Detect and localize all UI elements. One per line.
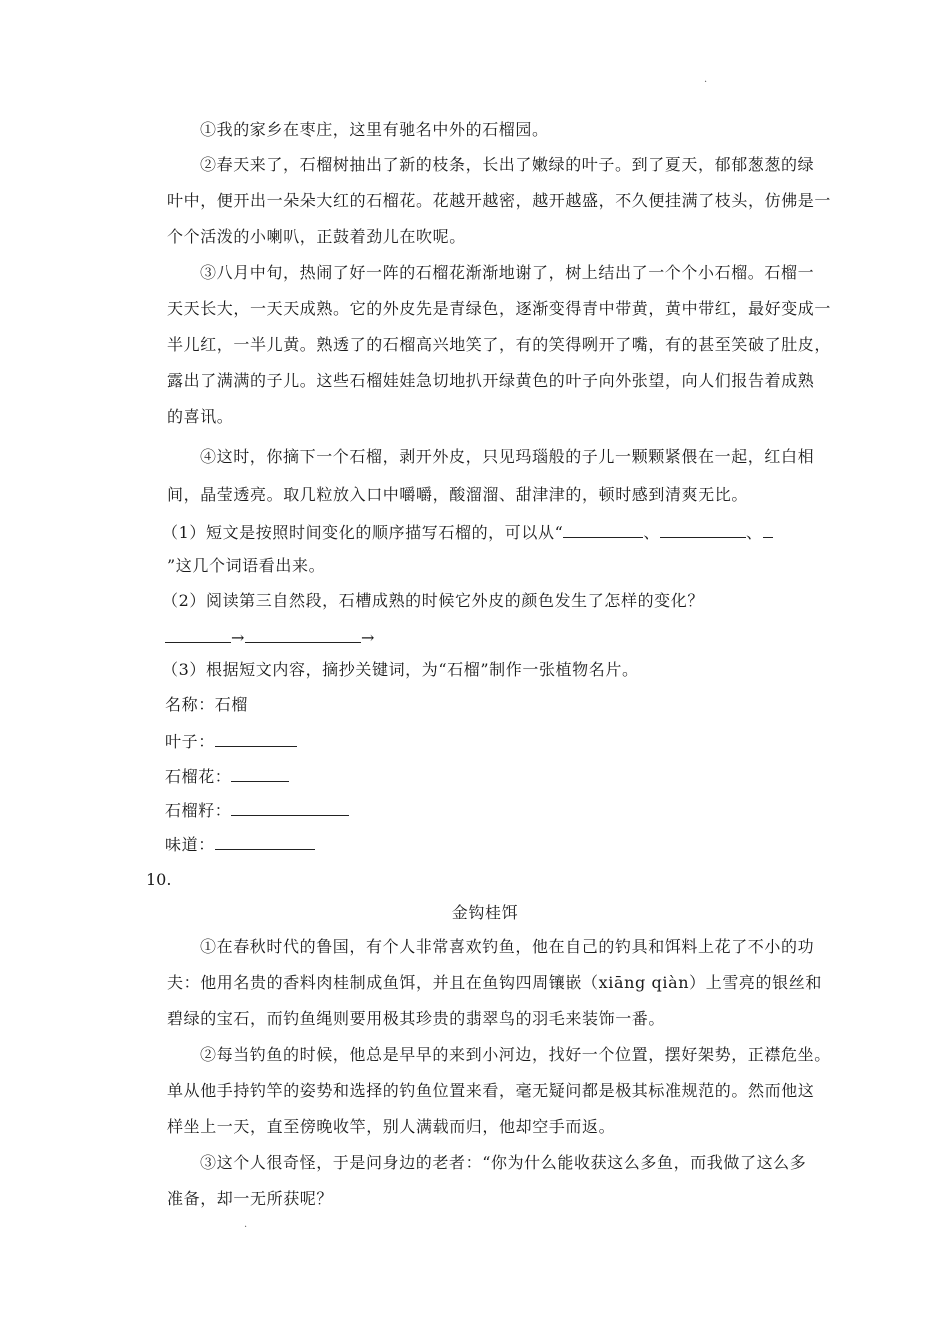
- answer-blank-flower[interactable]: [231, 765, 289, 782]
- card-flower-label: 石榴花：: [165, 767, 232, 786]
- passage1-paragraph3-line5: 的喜讯。: [167, 407, 234, 426]
- passage2-title: 金钩桂饵: [451, 903, 519, 922]
- question-1-text: （1）短文是按照时间变化的顺序描写石榴的，可以从“: [162, 523, 564, 542]
- answer-blank-1b[interactable]: [660, 521, 746, 538]
- passage1-paragraph2-line2: 叶中，便开出一朵朵大红的石榴花。花越开越密，越开越盛，不久便挂满了枝头，仿佛是一: [167, 191, 832, 210]
- passage2-paragraph3-line1: ③这个人很奇怪，于是问身边的老者：“你为什么能收获这么多鱼，而我做了这么多: [200, 1153, 807, 1172]
- question-1-separator-2: 、: [745, 523, 763, 542]
- passage1-paragraph4-line2: 间，晶莹透亮。取几粒放入口中嚼嚼，酸溜溜、甜津津的，顿时感到清爽无比。: [167, 485, 749, 504]
- answer-blank-seed[interactable]: [231, 799, 349, 816]
- answer-blank-leaf[interactable]: [215, 730, 297, 747]
- passage1-paragraph1: ①我的家乡在枣庄，这里有驰名中外的石榴园。: [200, 120, 549, 139]
- passage1-paragraph3-line3: 半儿红，一半儿黄。熟透了的石榴高兴地笑了，有的笑得咧开了嘴，有的甚至笑破了肚皮，: [167, 335, 832, 354]
- arrow-2: →: [361, 628, 376, 647]
- question-1-line2: ”这几个词语看出来。: [167, 556, 326, 575]
- answer-blank-2b[interactable]: [245, 626, 361, 643]
- question-1-separator-1: 、: [643, 523, 660, 542]
- answer-blank-2a[interactable]: [165, 626, 231, 643]
- passage1-paragraph4-line1: ④这时，你摘下一个石榴，剥开外皮，只见玛瑙般的子儿一颗颗紧偎在一起，红白相: [200, 447, 815, 466]
- question-2-answer-line: [165, 626, 805, 648]
- card-taste-label: 味道：: [165, 835, 215, 854]
- question-2-text: （2）阅读第三自然段，石槽成熟的时候它外皮的颜色发生了怎样的变化？: [162, 591, 704, 610]
- card-leaf-label: 叶子：: [165, 732, 215, 751]
- card-name: 名称：石榴: [165, 695, 249, 714]
- answer-blank-taste[interactable]: [215, 833, 315, 850]
- passage1-paragraph3-line2: 天天长大，一天天成熟。它的外皮先是青绿色，逐渐变得青中带黄，黄中带红，最好变成一: [167, 299, 832, 318]
- passage2-paragraph2-line1: ②每当钓鱼的时候，他总是早早的来到小河边，找好一个位置，摆好架势，正襟危坐。: [200, 1045, 831, 1064]
- passage2-paragraph1-line2: 夫：他用名贵的香料肉桂制成鱼饵，并且在鱼钩四周镶嵌（xiāng qiàn）上雪亮的银丝和: [167, 973, 822, 992]
- passage1-paragraph2-line1: ②春天来了，石榴树抽出了新的枝条，长出了嫩绿的叶子。到了夏天，郁郁葱葱的绿: [200, 155, 815, 174]
- answer-blank-1a[interactable]: [563, 521, 643, 538]
- passage2-paragraph2-line2: 单从他手持钓竿的姿势和选择的钓鱼位置来看，毫无疑问都是极其标准规范的。然而他这: [167, 1081, 815, 1100]
- top-dot-mark: ·: [704, 77, 708, 88]
- passage2-paragraph1-line3: 碧绿的宝石，而钓鱼绳则要用极其珍贵的翡翠鸟的羽毛来装饰一番。: [167, 1009, 666, 1028]
- passage1-paragraph3-line1: ③八月中旬，热闹了好一阵的石榴花渐渐地谢了，树上结出了一个个小石榴。石榴一: [200, 263, 815, 282]
- passage2-paragraph2-line3: 样坐上一天，直至傍晚收竿，别人满载而归，他却空手而返。: [167, 1117, 616, 1136]
- card-taste-row: [165, 833, 805, 855]
- passage1-paragraph3-line4: 露出了满满的子儿。这些石榴娃娃急切地扒开绿黄色的叶子向外张望，向人们报告着成熟: [167, 371, 815, 390]
- card-seed-row: [165, 799, 805, 821]
- passage1-paragraph2-line3: 个个活泼的小喇叭，正鼓着劲儿在吹呢。: [167, 227, 466, 246]
- question-10-number: 10.: [146, 870, 172, 889]
- passage2-paragraph1-line1: ①在春秋时代的鲁国，有个人非常喜欢钓鱼，他在自己的钓具和饵料上花了不小的功: [200, 937, 815, 956]
- question-1-line1: [162, 521, 802, 543]
- bottom-dot-mark: ·: [244, 1222, 248, 1233]
- answer-blank-1c[interactable]: [763, 521, 773, 538]
- card-flower-row: [165, 765, 805, 787]
- card-seed-label: 石榴籽：: [165, 801, 232, 820]
- question-3-text: （3）根据短文内容，摘抄关键词，为“石榴”制作一张植物名片。: [162, 660, 639, 679]
- arrow-1: →: [231, 628, 246, 647]
- passage2-paragraph3-line2: 准备，却一无所获呢？: [167, 1189, 334, 1208]
- card-leaf-row: [165, 730, 805, 752]
